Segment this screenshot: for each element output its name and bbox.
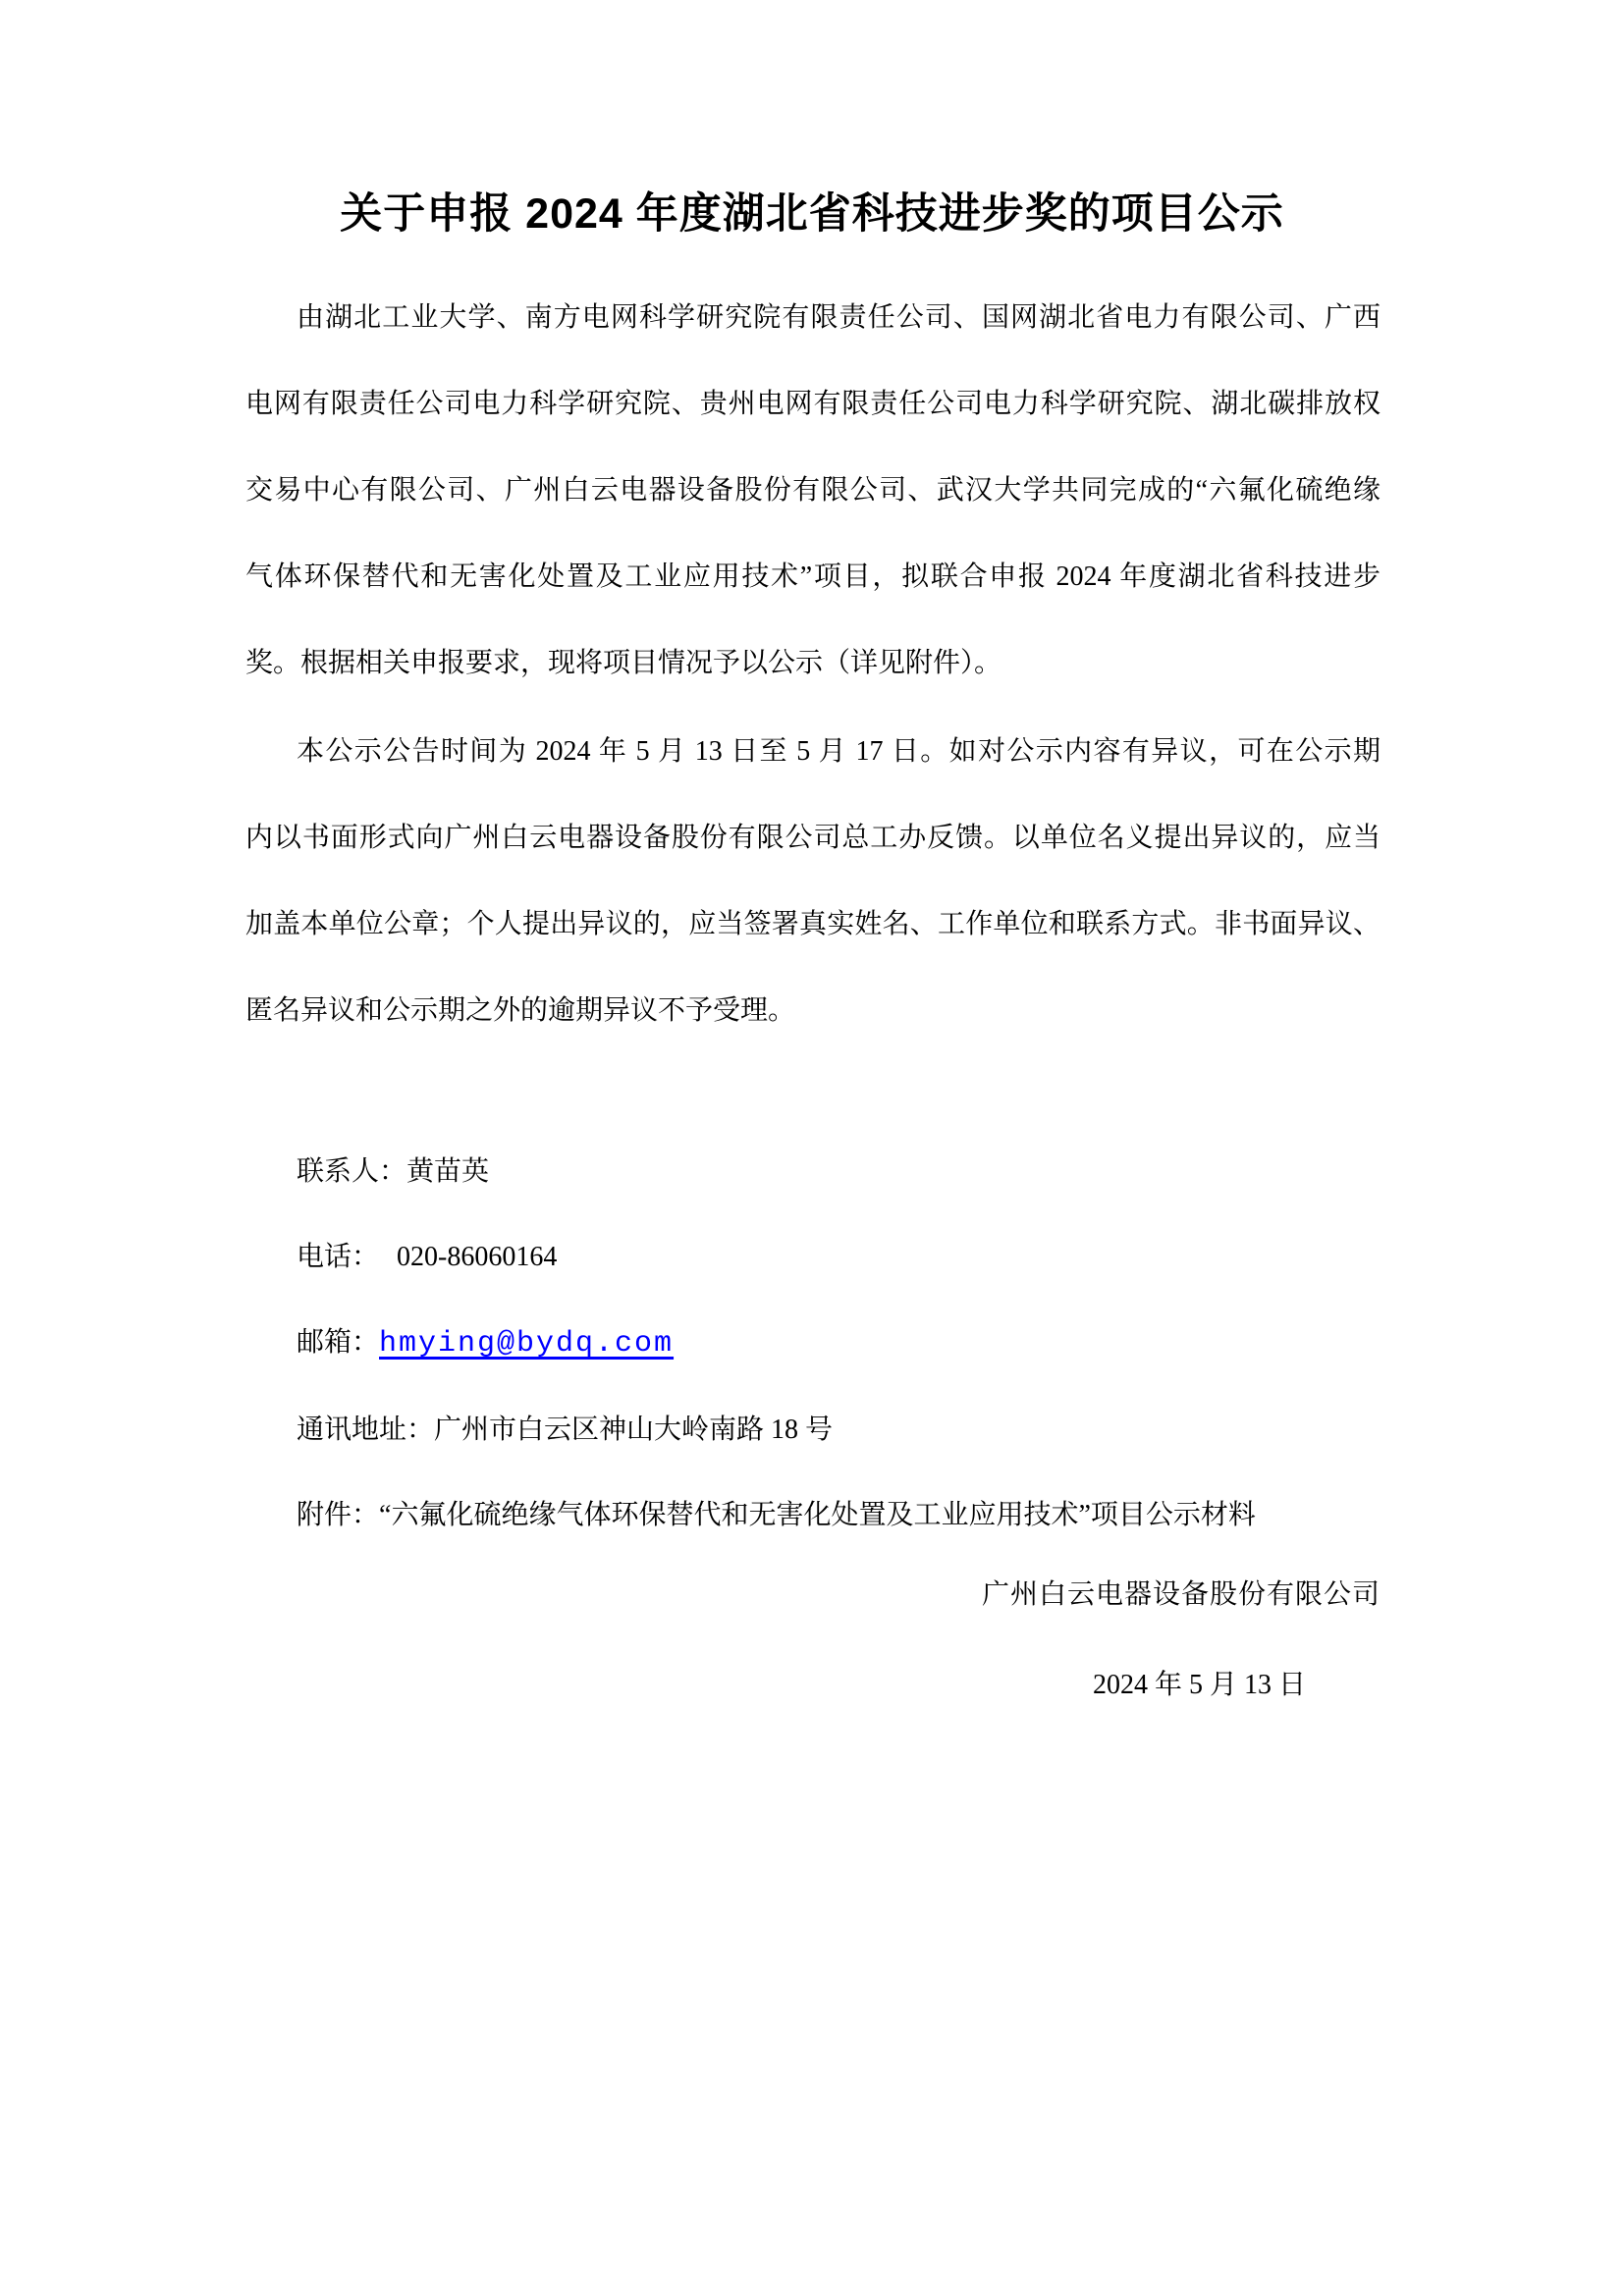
contact-person-line bbox=[297, 1129, 1380, 1214]
paragraph-1-line-3: 交易中心有限公司、广州白云电器设备股份有限公司、武汉大学共同完成的“六氟化硫绝缘 bbox=[245, 475, 1380, 506]
signature-date: 2024 年 5 月 13 日 bbox=[1092, 1670, 1306, 1700]
contact-phone-label: 电话： bbox=[297, 1242, 380, 1272]
contact-person-label: 联系人： bbox=[297, 1156, 407, 1187]
paragraph-1-line-2: 电网有限责任公司电力科学研究院、贵州电网有限责任公司电力科学研究院、湖北碳排放权 bbox=[245, 389, 1380, 419]
paragraph-2 bbox=[245, 709, 1380, 1054]
attachment-line bbox=[297, 1472, 1380, 1558]
paragraph-1-line-4: 气体环保替代和无害化处置及工业应用技术”项目，拟联合申报 2024 年度湖北省科技进步 bbox=[245, 561, 1380, 592]
attachment-value: “六氟化硫绝缘气体环保替代和无害化处置及工业应用技术”项目公示材料 bbox=[379, 1500, 1256, 1530]
paragraph-1 bbox=[245, 275, 1380, 707]
signature-company: 广州白云电器设备股份有限公司 bbox=[981, 1579, 1380, 1610]
contact-address-line bbox=[297, 1387, 1380, 1472]
contact-person-value: 黄苗英 bbox=[406, 1156, 490, 1187]
attachment-label: 附件： bbox=[297, 1500, 380, 1530]
contact-email-label: 邮箱： bbox=[297, 1327, 380, 1358]
document-title: 关于申报 2024 年度湖北省科技进步奖的项目公示 bbox=[340, 190, 1284, 238]
contact-block bbox=[245, 1129, 1380, 1558]
paragraph-2-line-2: 内以书面形式向广州白云电器设备股份有限公司总工办反馈。以单位名义提出异议的，应当 bbox=[245, 823, 1380, 853]
contact-phone-value: 020-86060164 bbox=[397, 1242, 558, 1272]
paragraph-2-line-3: 加盖本单位公章；个人提出异议的，应当签署真实姓名、工作单位和联系方式。非书面异议、 bbox=[245, 909, 1380, 939]
contact-address-value: 广州市白云区神山大岭南路 18 号 bbox=[434, 1415, 834, 1445]
contact-address-label: 通讯地址： bbox=[297, 1415, 435, 1445]
contact-email-line bbox=[297, 1300, 1380, 1387]
paragraph-2-line-1: 本公示公告时间为 2024 年 5 月 13 日至 5 月 17 日。如对公示内容有异议，可在公示期 bbox=[297, 736, 1380, 767]
paragraph-1-line-5: 奖。根据相关申报要求，现将项目情况予以公示（详见附件）。 bbox=[245, 648, 1002, 678]
paragraph-1-line-1: 由湖北工业大学、南方电网科学研究院有限责任公司、国网湖北省电力有限公司、广西 bbox=[297, 302, 1380, 333]
paragraph-2-line-4: 匿名异议和公示期之外的逾期异议不予受理。 bbox=[245, 995, 796, 1026]
contact-phone-line bbox=[297, 1214, 1380, 1300]
email-link[interactable]: hmying@bydq.com bbox=[379, 1327, 675, 1361]
